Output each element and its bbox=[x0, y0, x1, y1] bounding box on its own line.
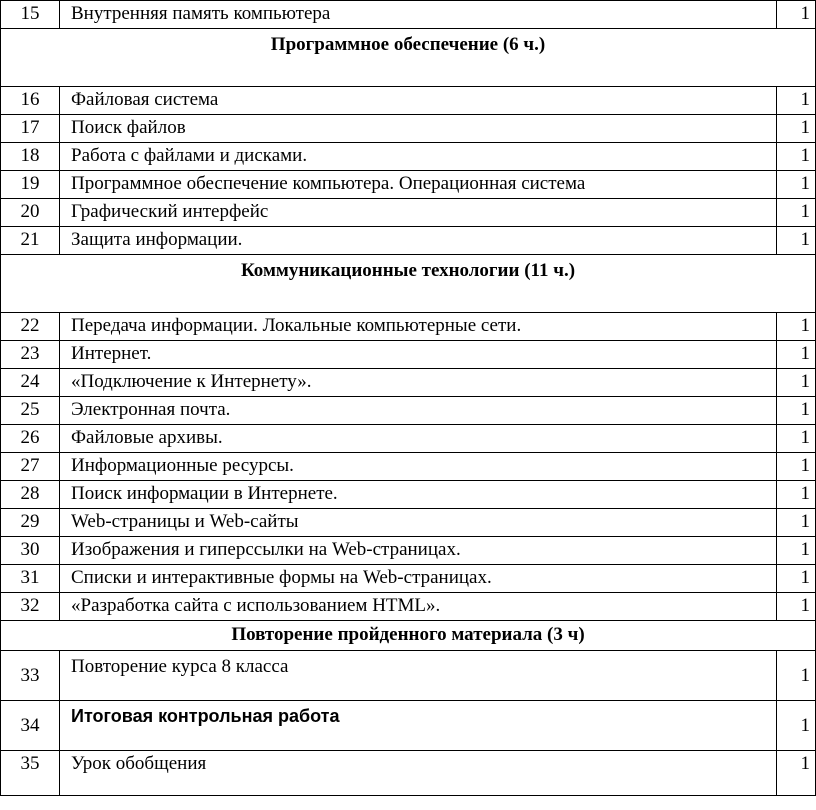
lesson-title: Поиск файлов bbox=[60, 115, 777, 143]
section-header-row bbox=[1, 29, 816, 87]
lesson-title: Интернет. bbox=[60, 341, 777, 369]
lesson-number: 21 bbox=[1, 227, 60, 255]
lesson-row bbox=[1, 143, 816, 171]
lesson-title: Работа с файлами и дисками. bbox=[60, 143, 777, 171]
section-header-row bbox=[1, 255, 816, 313]
lesson-title: Повторение курса 8 класса bbox=[60, 651, 777, 701]
lesson-number: 31 bbox=[1, 565, 60, 593]
lesson-hours: 1 bbox=[777, 115, 816, 143]
lesson-hours: 1 bbox=[777, 369, 816, 397]
lesson-row bbox=[1, 341, 816, 369]
lesson-number: 20 bbox=[1, 199, 60, 227]
lesson-title: Информационные ресурсы. bbox=[60, 453, 777, 481]
lesson-hours: 1 bbox=[777, 537, 816, 565]
lesson-title: Программное обеспечение компьютера. Операционная система bbox=[60, 171, 777, 199]
lesson-title: «Подключение к Интернету». bbox=[60, 369, 777, 397]
lesson-title: Урок обобщения bbox=[60, 751, 777, 796]
lesson-number: 19 bbox=[1, 171, 60, 199]
lesson-number: 30 bbox=[1, 537, 60, 565]
lesson-row bbox=[1, 87, 816, 115]
lesson-hours: 1 bbox=[777, 651, 816, 701]
lesson-row bbox=[1, 751, 816, 796]
lesson-hours: 1 bbox=[777, 143, 816, 171]
lesson-hours: 1 bbox=[777, 453, 816, 481]
lesson-title: Графический интерфейс bbox=[60, 199, 777, 227]
lesson-hours: 1 bbox=[777, 751, 816, 796]
lesson-title: Web-страницы и Web-сайты bbox=[60, 509, 777, 537]
lesson-row bbox=[1, 199, 816, 227]
lesson-row bbox=[1, 313, 816, 341]
lesson-number: 22 bbox=[1, 313, 60, 341]
lesson-number: 18 bbox=[1, 143, 60, 171]
lesson-number: 15 bbox=[1, 1, 60, 29]
lesson-number: 29 bbox=[1, 509, 60, 537]
lesson-hours: 1 bbox=[777, 313, 816, 341]
lesson-title: Файловые архивы. bbox=[60, 425, 777, 453]
lesson-number: 25 bbox=[1, 397, 60, 425]
lesson-title: Итоговая контрольная работа bbox=[60, 701, 777, 751]
section-title: Коммуникационные технологии (11 ч.) bbox=[1, 255, 816, 313]
lesson-number: 26 bbox=[1, 425, 60, 453]
lesson-number: 23 bbox=[1, 341, 60, 369]
lesson-plan-body bbox=[1, 1, 816, 796]
lesson-hours: 1 bbox=[777, 565, 816, 593]
lesson-hours: 1 bbox=[777, 87, 816, 115]
lesson-hours: 1 bbox=[777, 509, 816, 537]
lesson-row bbox=[1, 481, 816, 509]
lesson-row bbox=[1, 701, 816, 751]
lesson-hours: 1 bbox=[777, 227, 816, 255]
lesson-hours: 1 bbox=[777, 199, 816, 227]
lesson-row bbox=[1, 509, 816, 537]
lesson-row bbox=[1, 227, 816, 255]
lesson-row bbox=[1, 171, 816, 199]
lesson-hours: 1 bbox=[777, 425, 816, 453]
lesson-hours: 1 bbox=[777, 481, 816, 509]
lesson-row bbox=[1, 565, 816, 593]
lesson-title: Изображения и гиперссылки на Web-страницах. bbox=[60, 537, 777, 565]
lesson-row bbox=[1, 1, 816, 29]
lesson-title: «Разработка сайта с использованием HTML». bbox=[60, 593, 777, 621]
lesson-number: 32 bbox=[1, 593, 60, 621]
lesson-number: 34 bbox=[1, 701, 60, 751]
lesson-title: Файловая система bbox=[60, 87, 777, 115]
lesson-hours: 1 bbox=[777, 701, 816, 751]
lesson-hours: 1 bbox=[777, 171, 816, 199]
lesson-title: Списки и интерактивные формы на Web-страницах. bbox=[60, 565, 777, 593]
lesson-hours: 1 bbox=[777, 1, 816, 29]
lesson-hours: 1 bbox=[777, 341, 816, 369]
lesson-row bbox=[1, 593, 816, 621]
lesson-row bbox=[1, 115, 816, 143]
lesson-row bbox=[1, 537, 816, 565]
lesson-number: 16 bbox=[1, 87, 60, 115]
lesson-title: Защита информации. bbox=[60, 227, 777, 255]
lesson-number: 17 bbox=[1, 115, 60, 143]
section-title: Повторение пройденного материала (3 ч) bbox=[1, 621, 816, 651]
lesson-number: 27 bbox=[1, 453, 60, 481]
lesson-title: Передача информации. Локальные компьютерные сети. bbox=[60, 313, 777, 341]
lesson-row bbox=[1, 651, 816, 701]
lesson-row bbox=[1, 369, 816, 397]
lesson-title: Поиск информации в Интернете. bbox=[60, 481, 777, 509]
lesson-title: Внутренняя память компьютера bbox=[60, 1, 777, 29]
lesson-hours: 1 bbox=[777, 397, 816, 425]
lesson-number: 33 bbox=[1, 651, 60, 701]
lesson-title: Электронная почта. bbox=[60, 397, 777, 425]
lesson-number: 24 bbox=[1, 369, 60, 397]
section-header-row bbox=[1, 621, 816, 651]
lesson-row bbox=[1, 453, 816, 481]
lesson-number: 35 bbox=[1, 751, 60, 796]
lesson-row bbox=[1, 425, 816, 453]
lesson-row bbox=[1, 397, 816, 425]
section-title: Программное обеспечение (6 ч.) bbox=[1, 29, 816, 87]
lesson-hours: 1 bbox=[777, 593, 816, 621]
lesson-number: 28 bbox=[1, 481, 60, 509]
